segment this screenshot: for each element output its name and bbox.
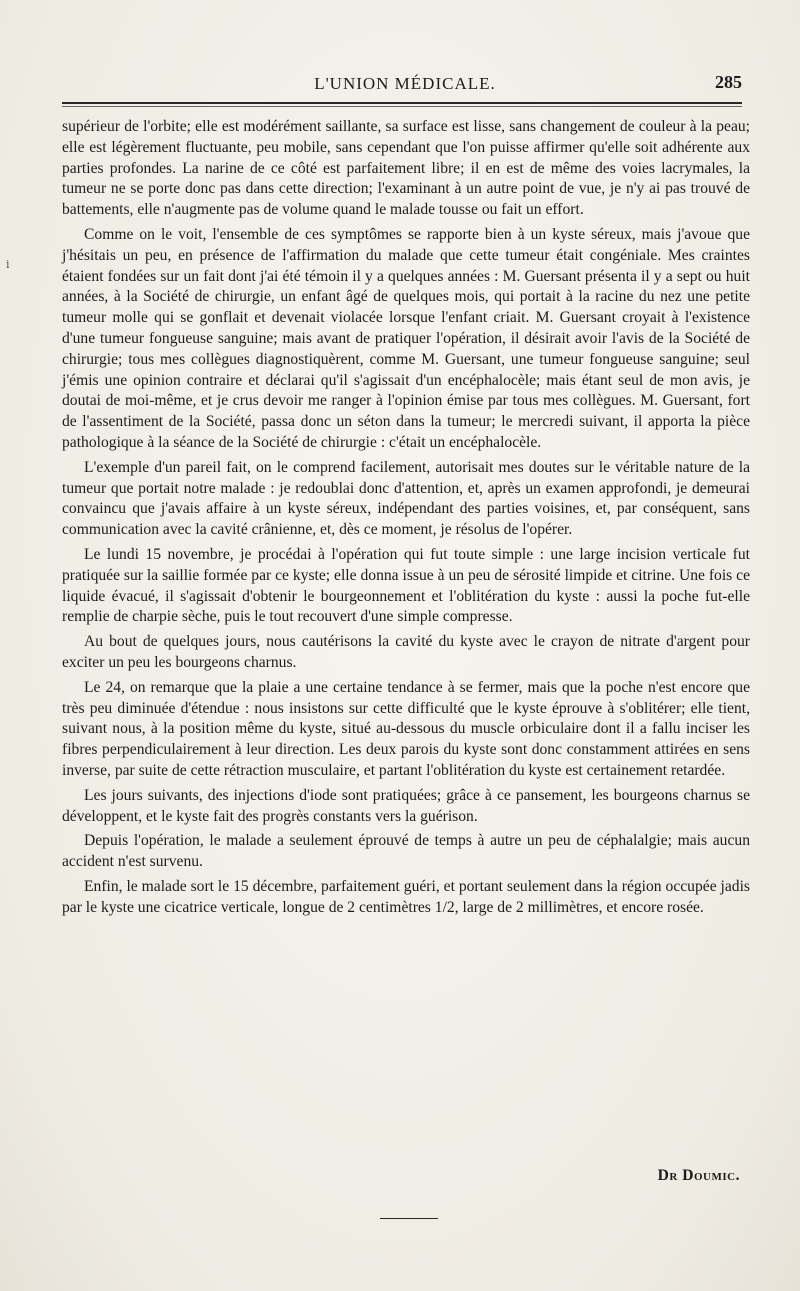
paragraph-6: Le 24, on remarque que la plaie a une certaine tendance à se fermer, mais que la poche n'est encore que très peu diminuée d'étendue : nous insistons sur cette difficulté que le kyste éprouve à s'oblitérer; elle tient, suivant nous, à la position même du kyste, situé au-dessous du muscle orbiculaire dont il a fallu inciser les fibres perpendiculairement à leur direction. Les deux parois du kyste sont donc constamment attirées en sens inverse, par suite de cette rétraction musculaire, et partant l'oblitération du kyste est certainement retardée.	[62, 678, 750, 779]
header-rule	[62, 102, 742, 104]
paragraph-1: supérieur de l'orbite; elle est modérément saillante, sa surface est lisse, sans changement de couleur à la peau; elle est légèrement fluctuante, peu mobile, sans cependant que l'on puisse affirmer qu'elle soit adhérente aux parties profondes. La narine de ce côté est parfaitement libre; il en est de même des voies lacrymales, la tumeur ne se porte donc pas dans cette direction; l'examinant à un autre point de vue, je n'y ai pas trouvé de battements, elle n'augmente pas de volume quand le malade tousse ou fait un effort.	[62, 118, 750, 219]
article-body	[62, 117, 750, 922]
paragraph-2: Comme on le voit, l'ensemble de ces symptômes se rapporte bien à un kyste séreux, mais j'avoue que j'hésitais un peu, en présence de l'affirmation du malade que cette tumeur était congéniale. Mes craintes étaient fondées sur un fait dont j'ai été témoin il y a quelques années : M. Guersant présenta il y a sept ou huit années, à la Société de chirurgie, un enfant âgé de quelques mois, qui portait à la racine du nez une petite tumeur molle qui se gonflait et devenait violacée lorsque l'enfant criait. M. Guersant croyait à l'existence d'une tumeur fongueuse sanguine; mais avant de pratiquer l'opération, il désirait avoir l'avis de la Société de chirurgie; tous mes collègues diagnostiquèrent, comme M. Guersant, une tumeur fongueuse sanguine; seul j'émis une opinion contraire et déclarai qu'il s'agissait d'un encéphalocèle; mais étant seul de mon avis, je doutai de moi-même, et je crus devoir me ranger à l'opinion émise par tous mes collègues. M. Guersant, fort de l'assentiment de la Société, passa donc un séton dans la tumeur; le mercredi suivant, il apporta la pièce pathologique à la séance de la Société de chirurgie : c'était un encéphalocèle.	[62, 225, 750, 451]
author-signature: Dr Doumic.	[657, 1167, 740, 1184]
paragraph-4: Le lundi 15 novembre, je procédai à l'opération qui fut toute simple : une large incision verticale fut pratiquée sur la saillie formée par ce kyste; elle donna issue à un peu de sérosité limpide et citrine. Une fois ce liquide évacué, il s'agissait d'obtenir le bourgeonnement et l'oblitération du kyste : aussi la poche fut-elle remplie de charpie sèche, puis le tout recouvert d'une simple compresse.	[62, 545, 750, 626]
paragraph-5: Au bout de quelques jours, nous cautérisons la cavité du kyste avec le crayon de nitrate d'argent pour exciter un peu les bourgeons charnus.	[62, 633, 750, 671]
paragraph-7: Les jours suivants, des injections d'iode sont pratiquées; grâce à ce pansement, les bourgeons charnus se développent, et le kyste fait des progrès constants vers la guérison.	[62, 786, 750, 825]
running-title: L'UNION MÉDICALE.	[314, 74, 496, 93]
end-rule	[380, 1218, 438, 1219]
margin-mark: i	[6, 258, 10, 271]
page-header	[62, 72, 748, 98]
paragraph-3: L'exemple d'un pareil fait, on le comprend facilement, autorisait mes doutes sur le véritable nature de la tumeur que portait notre malade : je redoublai donc d'attention, et, après un examen approfondi, je demeurai convaincu que j'avais affaire à un kyste séreux, indépendant des parties voisines, et, par conséquent, sans communication avec la cavité crânienne, et, dès ce moment, je résolus de l'opérer.	[62, 458, 750, 539]
page-number: 285	[715, 72, 742, 92]
paragraph-8: Depuis l'opération, le malade a seulement éprouvé de temps à autre un peu de céphalalgie; mais aucun accident n'est survenu.	[62, 832, 750, 871]
header-rule-thin	[62, 106, 742, 107]
paragraph-9: Enfin, le malade sort le 15 décembre, parfaitement guéri, et portant seulement dans la région occupée jadis par le kyste une cicatrice verticale, longue de 2 centimètres 1/2, large de 2 millimètres, et encore rosée.	[62, 877, 750, 916]
